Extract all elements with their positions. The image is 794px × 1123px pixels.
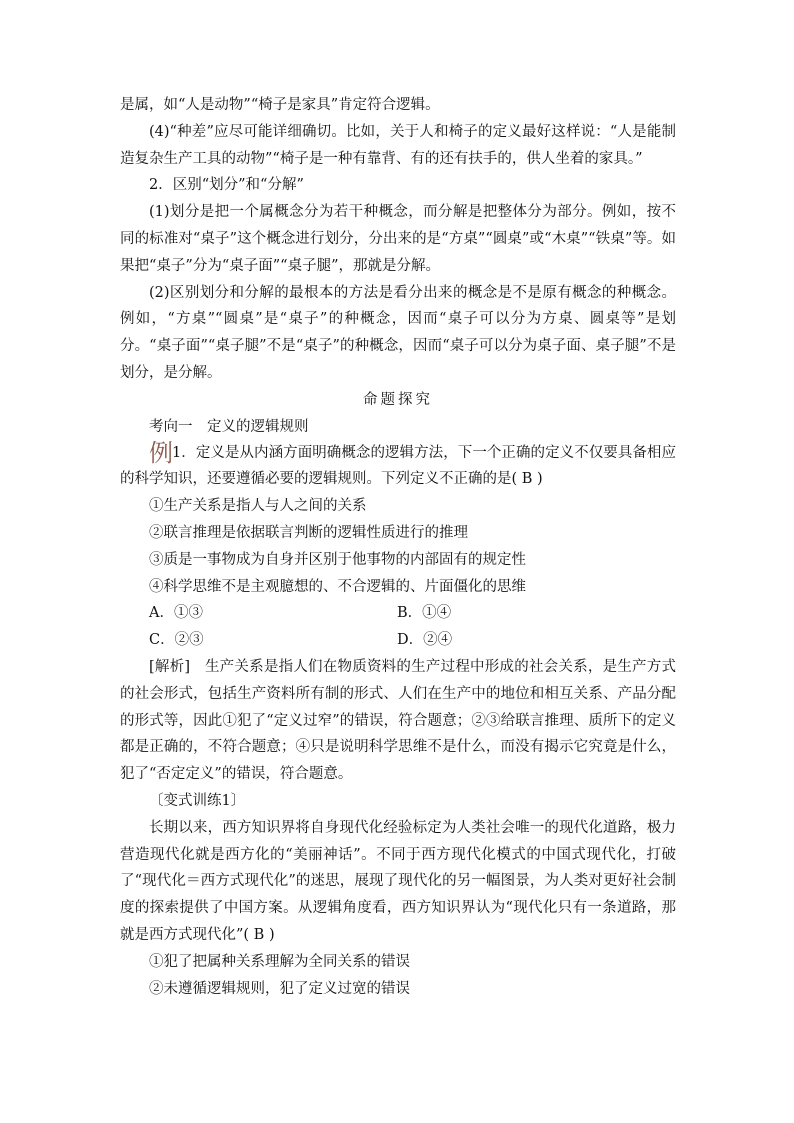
example-item-4: ④科学思维不是主观臆想的、不合逻辑的、片面僵化的思维	[149, 578, 526, 595]
direction-heading: 考向一 定义的逻辑规则	[149, 418, 309, 435]
paragraph-division: (1)划分是把一个属概念分为若干种概念，而分解是把整体分为部分。例如，按不同的标准对“桌子”这个概念进行划分，分出来的是“方桌”“圆桌”或“木桌”“铁桌”等。如果把“桌子”分为“桌子面”“桌子腿”，那就是分解。	[120, 204, 676, 274]
option-c: C．②③	[149, 632, 204, 649]
paragraph-differentia: (4)“种差”应尽可能详细确切。比如，关于人和椅子的定义最好这样说：“人是能制造复杂生产工具的动物”“椅子是一种有靠背、有的还有扶手的，供人坐着的家具。”	[120, 123, 676, 167]
variant-item-1: ①犯了把属种关系理解为全同关系的错误	[149, 953, 410, 970]
document-page	[120, 92, 676, 1002]
options-row-2	[120, 627, 676, 654]
example-item-1: ①生产关系是指人与人之间的关系	[149, 498, 367, 515]
example-mark: 例	[149, 439, 173, 468]
option-d: D．②④	[397, 632, 453, 649]
variant-label: 〔变式训练1〕	[149, 792, 246, 809]
option-b: B．①④	[397, 605, 452, 622]
paragraph-distinguish: (2)区别划分和分解的最根本的方法是看分出来的概念是不是原有概念的种概念。例如，“方桌”“圆桌”是“桌子”的种概念，因而“桌子可以分为方桌、圆桌等”是划分。“桌子面”“桌子腿”不是“桌子”的种概念，因而“桌子可以分为桌子面、桌子腿”不是划分，是分解。	[120, 284, 676, 381]
paragraph-genus-example: 是属，如“人是动物”“椅子是家具”肯定符合逻辑。	[120, 97, 440, 113]
options-row-1	[120, 600, 676, 627]
section-title: 命题探究	[363, 391, 433, 408]
variant-item-2: ②未遵循逻辑规则，犯了定义过宽的错误	[149, 980, 410, 997]
option-a: A．①③	[149, 605, 203, 622]
analysis: [解析] 生产关系是指人们在物质资料的生产过程中形成的社会关系，是生产方式的社会形式，包括生产资料所有制的形式、人们在生产中的地位和相互关系、产品分配的形式等，因此①犯了“定义过窄”的错误，符合题意；②③给联言推理、质所下的定义都是正确的，不符合题意；④只是说明科学思维不是什么，而没有揭示它究竟是什么，犯了“否定定义”的错误，符合题意。	[120, 658, 676, 783]
heading-divide-vs-decompose: 2．区别“划分”和“分解”	[149, 177, 304, 194]
example-item-3: ③质是一事物成为自身并区别于他事物的内部固有的规定性	[149, 551, 526, 568]
example-item-2: ②联言推理是依据联言判断的逻辑性质进行的推理	[149, 524, 468, 541]
variant-stem: 长期以来，西方知识界将自身现代化经验标定为人类社会唯一的现代化道路，极力营造现代化就是西方化的“美丽神话”。不同于西方现代化模式的中国式现代化，打破了“现代化＝西方式现代化”的迷思，展现了现代化的另一幅图景，为人类对更好社会制度的探索提供了中国方案。从逻辑角度看，西方知识界认为“现代化只有一条道路，那就是西方式现代化”( B )	[120, 819, 676, 943]
example-stem: 1．定义是从内涵方面明确概念的逻辑方法，下一个正确的定义不仅要具备相应的科学知识，还要遵循必要的逻辑规则。下列定义不正确的是( B )	[120, 444, 676, 488]
